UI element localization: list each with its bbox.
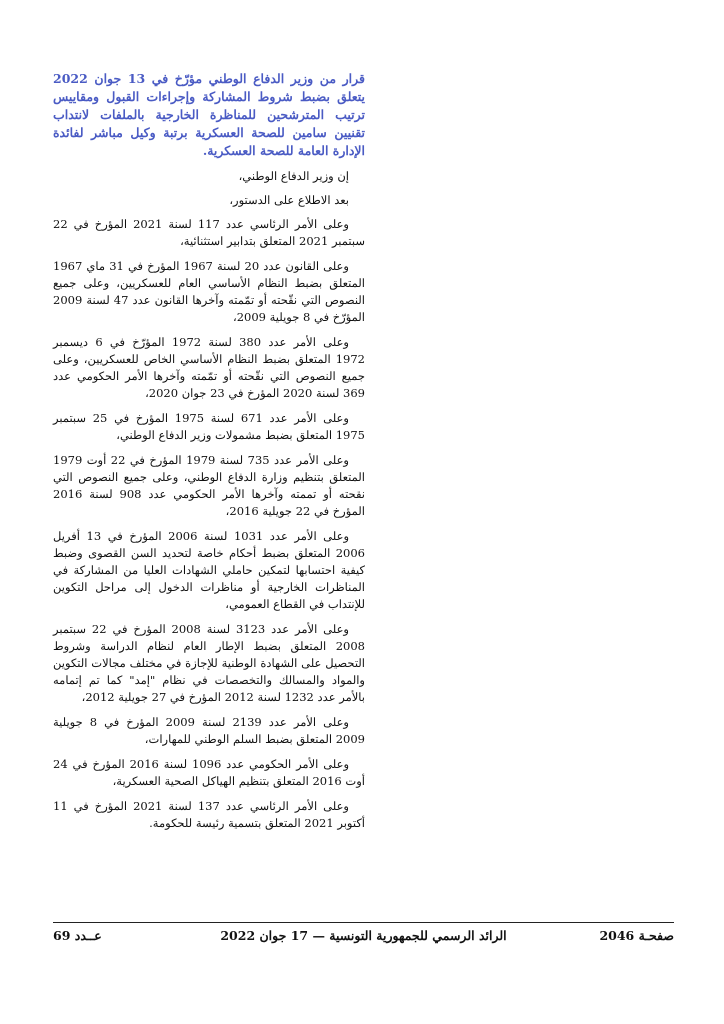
decree-paragraph: وعلى الأمر عدد 735 لسنة 1979 المؤرخ في 22 أوت 1979 المتعلق بتنظيم وزارة الدفاع الوطني، وعلى جميع النصوص التي نقحته أو تممته وآخرها الأمر الحكومي عدد 908 لسنة 2016 المؤرخ في 22 جويلية 2016،: [53, 453, 365, 518]
decree-paragraph: وعلى الأمر الرئاسي عدد 117 لسنة 2021 المؤرخ في 22 سبتمبر 2021 المتعلق بتدابير استثنائية،: [53, 217, 365, 248]
decree-column: [53, 70, 365, 840]
footer-divider: [53, 922, 674, 923]
footer-page-number: صفحـة 2046: [599, 928, 674, 943]
decree-paragraph: وعلى الأمر الحكومي عدد 1096 لسنة 2016 المؤرخ في 24 أوت 2016 المتعلق بتنظيم الهياكل الصحية العسكرية،: [53, 757, 365, 788]
decree-paragraph: وعلى الأمر عدد 3123 لسنة 2008 المؤرخ في 22 سبتمبر 2008 المتعلق بضبط الإطار العام لنظام الدراسة وشروط التحصيل على الشهادة الوطنية للإجازة في مختلف مجالات التكوين والمواد والمسالك والتخصصات في نظام "إمد" كما تم إتمامه بالأمر عدد 1232 لسنة 2012 المؤرخ في 27 جويلية 2012،: [53, 622, 365, 704]
page-footer: [53, 928, 674, 950]
decree-title: قرار من وزير الدفاع الوطني مؤرّخ في 13 جوان 2022 يتعلق بضبط شروط المشاركة وإجراءات القبول ومقاييس ترتيب المترشحين للمناظرة الخارجية بالملفات لانتداب تقنيين سامين للصحة العسكرية برتبة وكيل مباشر لفائدة الإدارة العامة للصحة العسكرية.: [53, 71, 365, 158]
decree-intro: إن وزير الدفاع الوطني،: [238, 169, 349, 183]
decree-paragraph: وعلى الأمر الرئاسي عدد 137 لسنة 2021 المؤرخ في 11 أكتوبر 2021 المتعلق بتسمية رئيسة للحكومة.: [53, 799, 365, 830]
footer-journal-title: الرائد الرسمي للجمهورية التونسية — 17 جوان 2022: [220, 928, 507, 943]
decree-paragraph: وعلى الأمر عدد 1031 لسنة 2006 المؤرخ في 13 أفريل 2006 المتعلق بضبط أحكام خاصة لتحديد السن القصوى وضبط كيفية احتسابها لتمكين حاملي الشهادات العليا من المشاركة في المناظرات الخارجية أو مناظرات الدخول إلى مراحل التكوين للإنتداب في القطاع العمومي،: [53, 529, 365, 611]
decree-paragraph: وعلى الأمر عدد 380 لسنة 1972 المؤرّخ في 6 ديسمبر 1972 المتعلق بضبط النظام الأساسي الخاص للعسكريين، وعلى جميع النصوص التي نقّحته أو تمّمته وآخرها الأمر الحكومي عدد 369 لسنة 2020 المؤرخ في 23 جوان 2020،: [53, 335, 365, 400]
decree-constitution: بعد الاطلاع على الدستور،: [229, 193, 349, 207]
decree-paragraph: وعلى الأمر عدد 2139 لسنة 2009 المؤرخ في 8 جويلية 2009 المتعلق بضبط السلم الوطني للمهارات،: [53, 715, 365, 746]
decree-paragraph: وعلى الأمر عدد 671 لسنة 1975 المؤرخ في 25 سبتمبر 1975 المتعلق بضبط مشمولات وزير الدفاع الوطني،: [53, 411, 365, 442]
footer-issue-number: عــدد 69: [53, 928, 102, 943]
decree-paragraph: وعلى القانون عدد 20 لسنة 1967 المؤرخ في 31 ماي 1967 المتعلق بضبط النظام الأساسي العام للعسكريين، وعلى جميع النصوص التي نقّحته أو تمّمته وآخرها القانون عدد 47 لسنة 2009 المؤرّخ في 8 جويلية 2009،: [53, 259, 365, 324]
